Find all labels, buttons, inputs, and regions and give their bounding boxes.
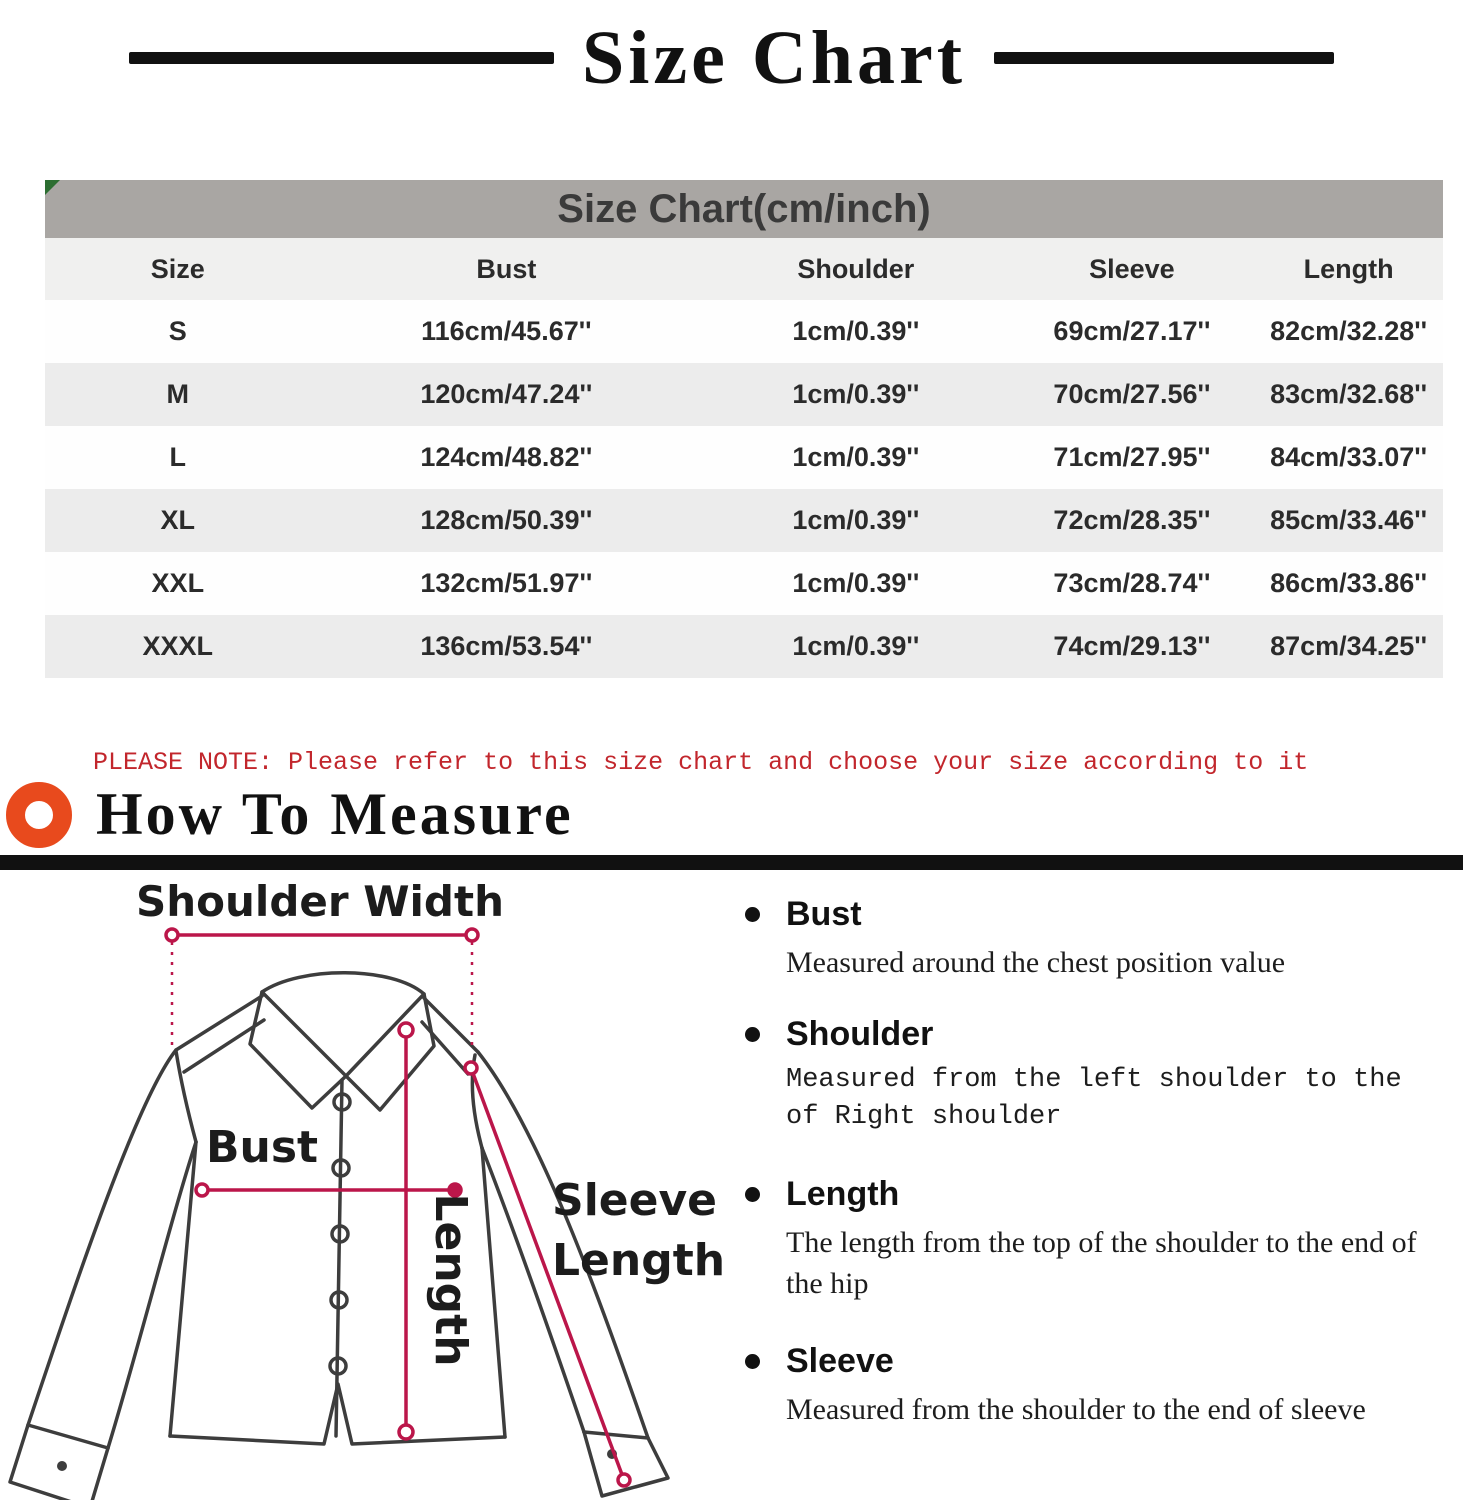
bullet-icon [745, 1354, 760, 1369]
label-length: Length [425, 1193, 476, 1367]
size-table-container [45, 180, 1443, 678]
table-title: Size Chart(cm/inch) [45, 180, 1443, 238]
cell-length: 84cm/33.07'' [1254, 426, 1443, 489]
title-rule-left [129, 52, 554, 64]
cell-bust: 132cm/51.97'' [311, 552, 702, 615]
col-header-shoulder: Shoulder [702, 238, 1010, 300]
table-row [45, 489, 1443, 552]
cell-length: 86cm/33.86'' [1254, 552, 1443, 615]
cell-shoulder: 1cm/0.39'' [702, 426, 1010, 489]
label-bust: Bust [205, 1122, 319, 1173]
bullet-icon [745, 907, 760, 922]
cell-shoulder: 1cm/0.39'' [702, 552, 1010, 615]
cell-size: S [45, 300, 311, 363]
cell-sleeve: 71cm/27.95'' [1010, 426, 1255, 489]
label-sleeve-length-line2: Length [552, 1235, 726, 1286]
definition-desc: The length from the top of the shoulder to the end of the hip [786, 1226, 1417, 1301]
cell-sleeve: 70cm/27.56'' [1010, 363, 1255, 426]
cell-bust: 136cm/53.54'' [311, 615, 702, 678]
col-header-length: Length [1254, 238, 1443, 300]
cell-bust: 120cm/47.24'' [311, 363, 702, 426]
label-shoulder-width: Shoulder Width [136, 880, 504, 926]
cell-sleeve: 74cm/29.13'' [1010, 615, 1255, 678]
cell-shoulder: 1cm/0.39'' [702, 615, 1010, 678]
title-rule-right [994, 52, 1334, 64]
section-divider [0, 855, 1463, 870]
definition-length [745, 1175, 1445, 1305]
how-to-measure-heading-row [6, 780, 574, 849]
table-row [45, 552, 1443, 615]
cell-comment-flag-icon [45, 180, 60, 195]
definition-shoulder [745, 1015, 1445, 1137]
bullet-icon [745, 1027, 760, 1042]
cell-bust: 116cm/45.67'' [311, 300, 702, 363]
how-to-measure-title: How To Measure [96, 781, 574, 847]
cell-size: XL [45, 489, 311, 552]
cell-size: XXL [45, 552, 311, 615]
cell-bust: 128cm/50.39'' [311, 489, 702, 552]
cell-sleeve: 72cm/28.35'' [1010, 489, 1255, 552]
table-row [45, 426, 1443, 489]
ring-bullet-icon [6, 782, 72, 848]
table-row [45, 615, 1443, 678]
size-note: PLEASE NOTE: Please refer to this size chart and choose your size according to it [93, 748, 1309, 777]
cell-length: 82cm/32.28'' [1254, 300, 1443, 363]
col-header-size: Size [45, 238, 311, 300]
col-header-bust: Bust [311, 238, 702, 300]
cell-sleeve: 69cm/27.17'' [1010, 300, 1255, 363]
cell-shoulder: 1cm/0.39'' [702, 489, 1010, 552]
cell-size: XXXL [45, 615, 311, 678]
cell-length: 85cm/33.46'' [1254, 489, 1443, 552]
cell-length: 83cm/32.68'' [1254, 363, 1443, 426]
definition-term: Length [786, 1175, 900, 1213]
definition-term: Sleeve [786, 1342, 894, 1380]
cell-sleeve: 73cm/28.74'' [1010, 552, 1255, 615]
col-header-sleeve: Sleeve [1010, 238, 1255, 300]
size-table [45, 180, 1443, 678]
page-title: Size Chart [581, 15, 967, 100]
table-row [45, 300, 1443, 363]
cell-shoulder: 1cm/0.39'' [702, 300, 1010, 363]
definition-desc: Measured from the shoulder to the end of sleeve [786, 1393, 1366, 1426]
definition-term: Bust [786, 895, 862, 933]
label-sleeve-length-line1: Sleeve [552, 1175, 717, 1226]
definition-term: Shoulder [786, 1015, 934, 1053]
cell-length: 87cm/34.25'' [1254, 615, 1443, 678]
cell-size: L [45, 426, 311, 489]
page-title-row [0, 8, 1463, 108]
cell-bust: 124cm/48.82'' [311, 426, 702, 489]
definition-desc: Measured from the left shoulder to the of Right shoulder [786, 1065, 1402, 1133]
cell-shoulder: 1cm/0.39'' [702, 363, 1010, 426]
table-row [45, 363, 1443, 426]
definition-bust [745, 895, 1445, 983]
cell-size: M [45, 363, 311, 426]
shirt-diagram [0, 880, 740, 1500]
definition-desc: Measured around the chest position value [786, 946, 1286, 979]
definition-sleeve [745, 1342, 1445, 1430]
bullet-icon [745, 1187, 760, 1202]
